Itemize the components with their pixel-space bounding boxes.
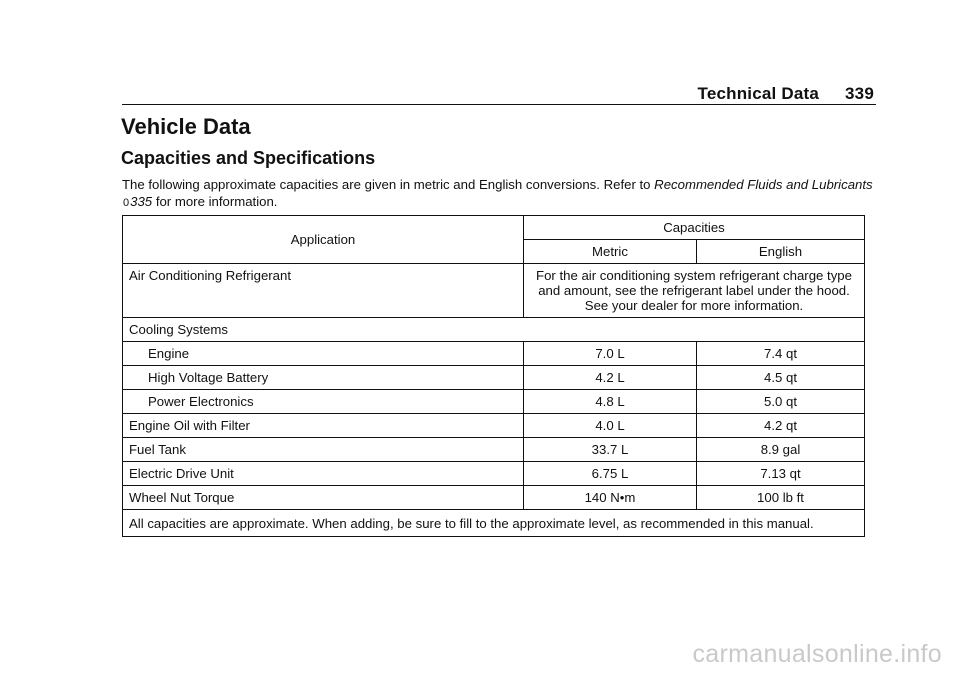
cell-english: 5.0 qt — [697, 390, 865, 414]
cell-ac-note: For the air conditioning system refrigerant charge type and amount, see the refrigerant label under the hood. See your dealer for more information. — [524, 264, 865, 318]
cell-metric: 4.2 L — [524, 366, 697, 390]
table-row — [123, 486, 865, 510]
table-row — [123, 342, 865, 366]
intro-paragraph — [122, 176, 876, 212]
cell-application: Wheel Nut Torque — [123, 486, 524, 510]
header-divider — [122, 104, 876, 105]
cell-application: High Voltage Battery — [123, 366, 524, 390]
cell-metric: 4.8 L — [524, 390, 697, 414]
xref-link-page[interactable]: 335 — [130, 194, 153, 209]
cell-application: Engine Oil with Filter — [123, 414, 524, 438]
section-subheading: Capacities and Specifications — [121, 148, 376, 168]
cell-application: Fuel Tank — [123, 438, 524, 462]
running-header — [698, 84, 875, 104]
cell-metric: 140 N•m — [524, 486, 697, 510]
table-header-row — [123, 216, 865, 240]
table-row — [123, 390, 865, 414]
intro-text-after: for more information. — [155, 194, 278, 209]
watermark-text: carmanualsonline.info — [692, 640, 942, 668]
table-row-ac — [123, 264, 865, 318]
cell-english: 7.13 qt — [697, 462, 865, 486]
cell-application: Electric Drive Unit — [123, 462, 524, 486]
header-english: English — [697, 240, 865, 264]
page-heading: Vehicle Data — [121, 114, 251, 139]
table-row — [123, 438, 865, 462]
cell-metric: 6.75 L — [524, 462, 697, 486]
table-footnote: All capacities are approximate. When adding, be sure to fill to the approximate level, as recommended in this manual. — [123, 510, 865, 537]
cell-metric: 7.0 L — [524, 342, 697, 366]
cell-english: 4.2 qt — [697, 414, 865, 438]
cell-cooling-label: Cooling Systems — [123, 318, 865, 342]
cell-application: Engine — [123, 342, 524, 366]
page-number: 339 — [845, 84, 874, 103]
cell-application: Air Conditioning Refrigerant — [123, 264, 524, 318]
cell-metric: 4.0 L — [524, 414, 697, 438]
header-metric: Metric — [524, 240, 697, 264]
table-row-cooling — [123, 318, 865, 342]
table-row — [123, 462, 865, 486]
table-footnote-row — [123, 510, 865, 537]
cell-application: Power Electronics — [123, 390, 524, 414]
cross-reference-icon: 0 — [123, 197, 130, 209]
section-title: Technical Data — [697, 84, 820, 103]
cell-english: 4.5 qt — [697, 366, 865, 390]
capacities-table — [122, 215, 865, 537]
cell-english: 100 lb ft — [697, 486, 865, 510]
table-row — [123, 366, 865, 390]
header-application: Application — [123, 216, 524, 264]
intro-text: The following approximate capacities are given in metric and English conversions. Refer to — [122, 177, 651, 192]
xref-link-title[interactable]: Recommended Fluids and Lubricants — [654, 177, 873, 192]
cell-english: 8.9 gal — [697, 438, 865, 462]
cell-english: 7.4 qt — [697, 342, 865, 366]
table-row — [123, 414, 865, 438]
header-capacities: Capacities — [524, 216, 865, 240]
cell-metric: 33.7 L — [524, 438, 697, 462]
